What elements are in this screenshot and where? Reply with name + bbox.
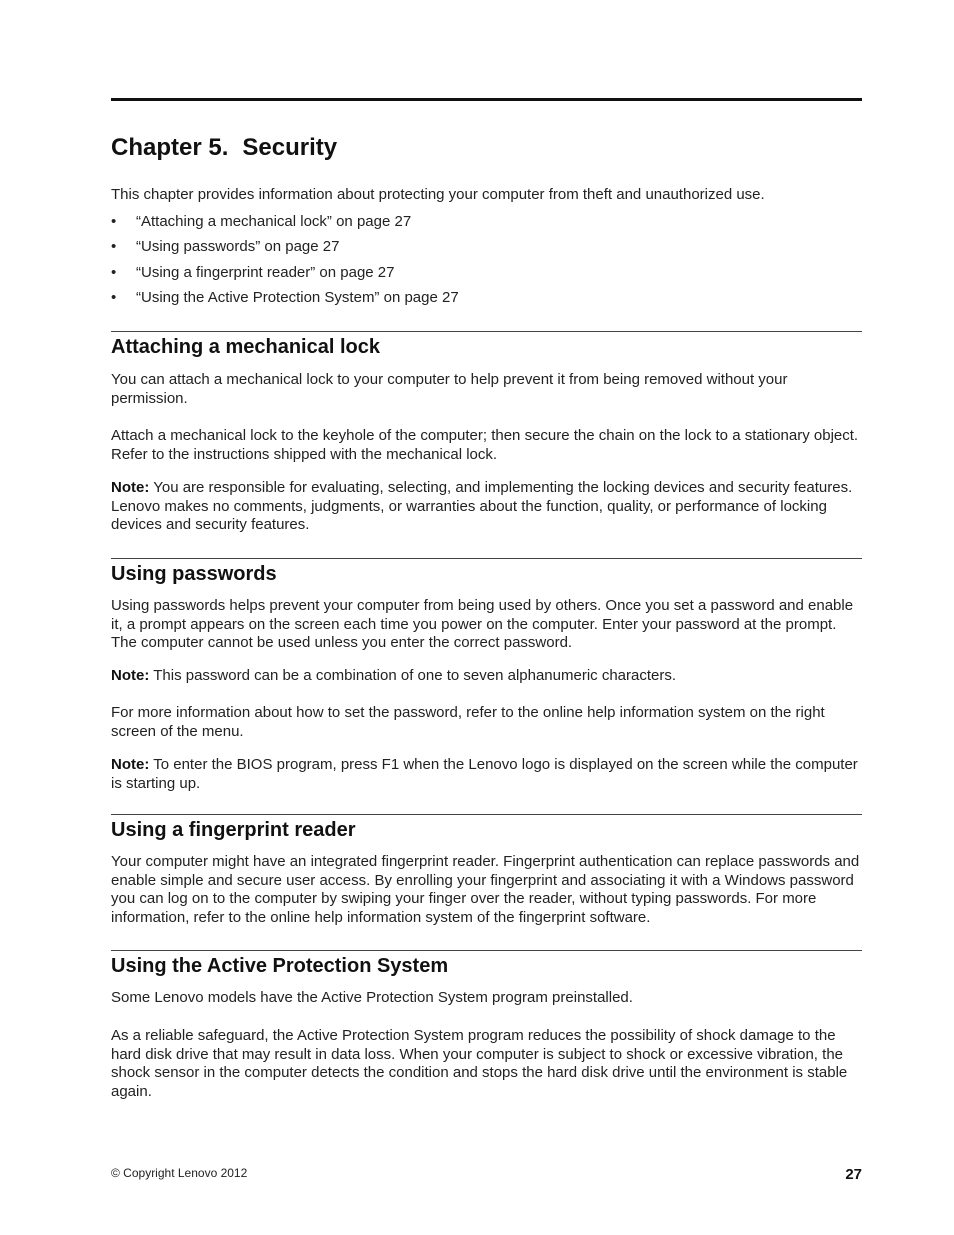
fingerprint-paragraph-1: Your computer might have an integrated fingerprint reader. Fingerprint authentication can replace passwords and enable simple and secure user access. By enrolling your fingerprint and associating it with a Windows password you can log on to the computer by swiping your finger over the reader, without typing passwords. For more information, refer to the online help information system of the fingerprint software. xyxy=(111,853,860,926)
aps-paragraph-1: Some Lenovo models have the Active Protection System program preinstalled. xyxy=(111,989,633,1006)
chapter-toc xyxy=(111,213,862,314)
bullet-icon: • xyxy=(111,288,117,306)
toc-link[interactable]: “Using the Active Protection System” on page 27 xyxy=(136,288,459,306)
passwords-paragraph-1: Using passwords helps prevent your computer from being used by others. Once you set a password and enable it, a prompt appears on the screen each time you power on the computer. Enter your password at the prompt. The computer cannot be used unless you enter the correct password. xyxy=(111,597,854,651)
chapter-intro: This chapter provides information about protecting your computer from theft and unauthorized use. xyxy=(111,186,765,203)
bullet-icon: • xyxy=(111,238,117,256)
section-rule xyxy=(111,331,862,332)
section-title-passwords: Using passwords xyxy=(111,563,277,585)
note-label: Note: xyxy=(111,667,150,684)
document-page xyxy=(111,0,862,1235)
passwords-note-1 xyxy=(111,667,862,686)
toc-item[interactable] xyxy=(111,213,862,238)
toc-link[interactable]: “Using a fingerprint reader” on page 27 xyxy=(136,263,395,281)
aps-paragraph-2: As a reliable safeguard, the Active Protection System program reduces the possibility of shock damage to the hard disk drive that may result in data loss. When your computer is subject to shock or excessive vibration, the shock sensor in the computer detects the condition and stops the hard disk drive until the environment is stable again. xyxy=(111,1027,848,1100)
note-text: This password can be a combination of one to seven alphanumeric characters. xyxy=(153,667,677,684)
lock-note xyxy=(111,479,862,535)
note-label: Note: xyxy=(111,756,150,773)
footer-copyright: © Copyright Lenovo 2012 xyxy=(111,1166,248,1180)
note-text: To enter the BIOS program, press F1 when the Lenovo logo is displayed on the screen while the computer is starting up. xyxy=(111,756,858,792)
note-text: You are responsible for evaluating, selecting, and implementing the locking devices and security features. Lenovo makes no comments, judgments, or warranties about the function, quality, or performance of locking devices and security features. xyxy=(111,479,853,533)
chapter-name: Security xyxy=(242,134,338,161)
toc-link[interactable]: “Attaching a mechanical lock” on page 27 xyxy=(136,213,412,230)
section-title-lock: Attaching a mechanical lock xyxy=(111,336,380,358)
lock-paragraph-1: You can attach a mechanical lock to your computer to help prevent it from being removed without your permission. xyxy=(111,371,788,407)
toc-link[interactable]: “Using passwords” on page 27 xyxy=(136,238,340,256)
bullet-icon: • xyxy=(111,263,117,281)
section-title-aps: Using the Active Protection System xyxy=(111,955,449,977)
bullet-icon: • xyxy=(111,213,117,230)
note-label: Note: xyxy=(111,479,150,496)
section-rule xyxy=(111,950,862,951)
chapter-number: Chapter 5. xyxy=(111,134,229,161)
chapter-title xyxy=(111,134,337,162)
section-title-fingerprint: Using a fingerprint reader xyxy=(111,819,356,841)
chapter-rule xyxy=(111,98,862,101)
toc-item[interactable] xyxy=(111,264,862,289)
page-number: 27 xyxy=(845,1166,862,1183)
lock-paragraph-2: Attach a mechanical lock to the keyhole of the computer; then secure the chain on the lock to a stationary object. Refer to the instructions shipped with the mechanical lock. xyxy=(111,427,859,463)
passwords-note-2 xyxy=(111,756,862,793)
toc-item[interactable] xyxy=(111,289,862,314)
passwords-paragraph-2: For more information about how to set the password, refer to the online help information system on the right screen of the menu. xyxy=(111,704,825,740)
toc-item[interactable] xyxy=(111,238,862,263)
section-rule xyxy=(111,558,862,559)
section-rule xyxy=(111,814,862,815)
